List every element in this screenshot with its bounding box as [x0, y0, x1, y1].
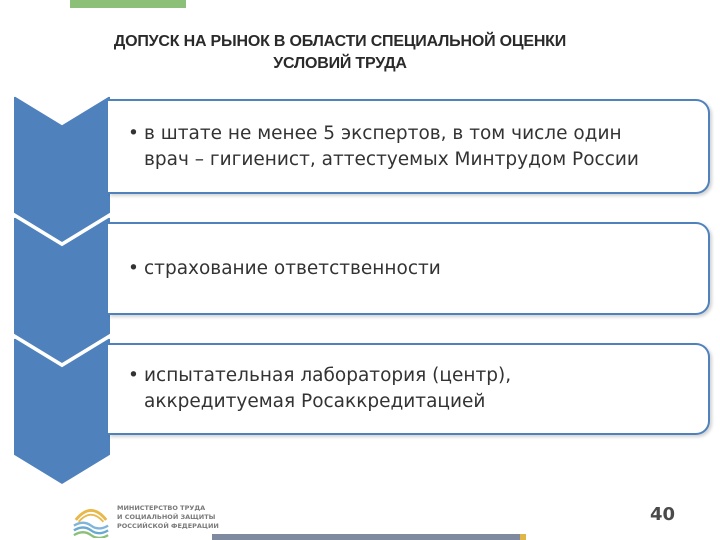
footer-bar	[212, 534, 520, 540]
footer-accent	[520, 534, 526, 540]
bullet: •	[128, 365, 139, 386]
requirement-3-line-2: аккредитуемая Росаккредитацией	[144, 391, 486, 412]
requirement-card-2	[108, 222, 710, 315]
top-accent-bar	[70, 0, 186, 8]
requirement-card-3	[108, 343, 710, 435]
chevron-step-1	[14, 96, 110, 242]
page-title-line-1: ДОПУСК НА РЫНОК В ОБЛАСТИ СПЕЦИАЛЬНОЙ ОЦЕНКИ	[113, 33, 567, 50]
ministry-line-2: И СОЦИАЛЬНОЙ ЗАЩИТЫ	[117, 513, 216, 521]
requirement-3-line-1: испытательная лаборатория (центр),	[144, 365, 512, 386]
ministry-name	[117, 504, 219, 531]
requirement-1-line-1: в штате не менее 5 экспертов, в том числе один	[144, 122, 622, 144]
requirement-1-line-2: врач – гигиенист, аттестуемых Минтрудом России	[144, 148, 639, 170]
requirement-2-text: страхование ответственности	[144, 257, 441, 279]
ministry-line-1: МИНИСТЕРСТВО ТРУДА	[117, 504, 206, 512]
bullet: •	[128, 257, 139, 279]
page-number: 40	[650, 504, 676, 525]
ministry-line-3: РОССИЙСКОЙ ФЕДЕРАЦИИ	[117, 522, 219, 530]
requirement-card-1	[108, 99, 710, 194]
page-title-line-2: УСЛОВИЙ ТРУДА	[273, 55, 407, 72]
ministry-logo-icon	[72, 498, 110, 538]
page-title	[40, 31, 640, 75]
bullet: •	[128, 122, 139, 144]
